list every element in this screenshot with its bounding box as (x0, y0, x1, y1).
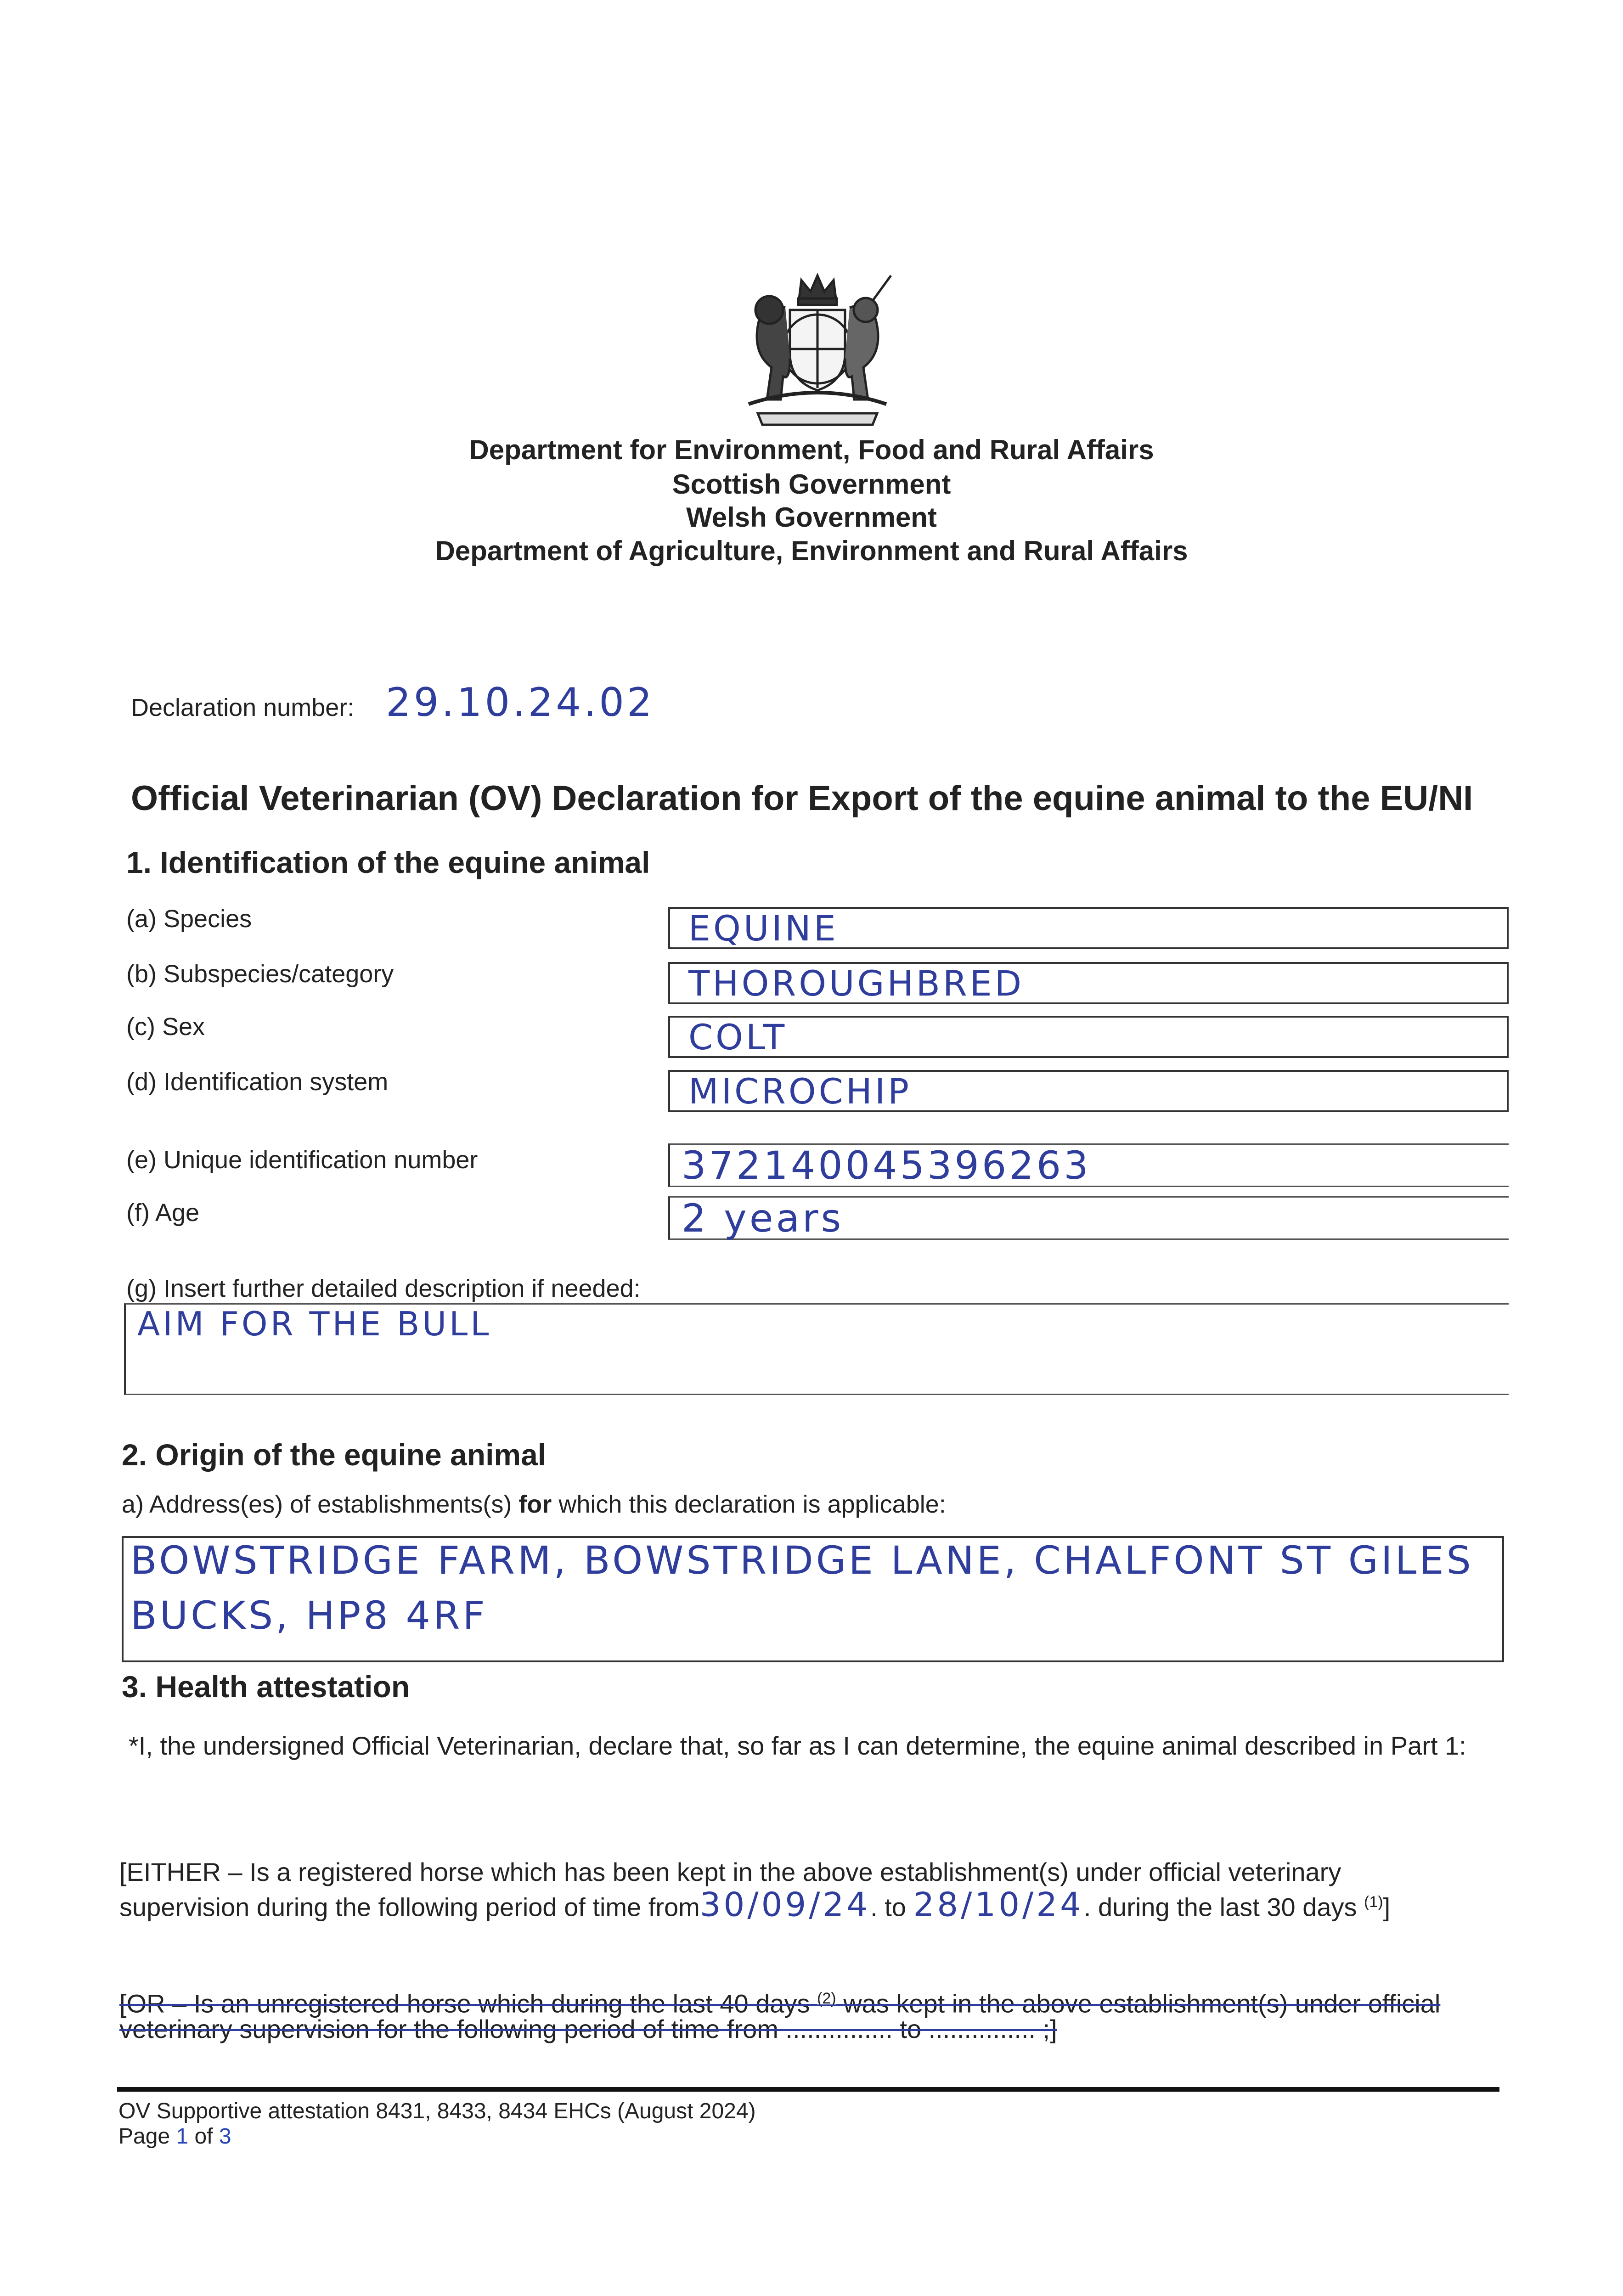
sex-value: COLT (688, 1016, 788, 1058)
footer-divider (117, 2087, 1499, 2092)
sex-field (668, 1016, 1509, 1058)
uid-value: 372140045396263 (682, 1142, 1091, 1188)
period-from-value: 30/09/24 (699, 1885, 871, 1924)
species-value: EQUINE (688, 907, 839, 949)
department-line-4: Department of Agriculture, Environment and Rural Affairs (435, 535, 1188, 566)
document-title: Official Veterinarian (OV) Declaration for Export of the equine animal to the EU/NI (131, 779, 1473, 818)
royal-crest-emblem (721, 266, 914, 432)
description-value: AIM FOR THE BULL (137, 1305, 492, 1343)
uid-field (668, 1143, 1509, 1187)
section-3-heading: 3. Health attestation (122, 1670, 410, 1704)
species-label: (a) Species (126, 905, 252, 933)
age-label: (f) Age (126, 1199, 200, 1227)
declaration-number-value: 29.10.24.02 (386, 680, 655, 726)
address-label: a) Address(es) of establishments(s) for which this declaration is applicable: (122, 1491, 946, 1518)
health-intro-text: *I, the undersigned Official Veterinarian, declare that, so far as I can determine, the equine animal described in Part 1: (129, 1731, 1466, 1760)
page-indicator: Page 1 of 3 (118, 2124, 231, 2149)
section-2-heading: 2. Origin of the equine animal (122, 1438, 547, 1472)
identification-system-field (668, 1070, 1509, 1112)
subspecies-value: THOROUGHBRED (688, 962, 1025, 1004)
sex-label: (c) Sex (126, 1013, 205, 1041)
period-to-value: 28/10/24 (913, 1885, 1084, 1924)
subspecies-label: (b) Subspecies/category (126, 960, 394, 988)
either-line-2: supervision during the following period of time from30/09/24. to 28/10/24. during the last 30 days $^{(1)}$] (119, 1885, 1391, 1924)
declaration-number-label: Declaration number: (131, 694, 355, 721)
age-field (668, 1196, 1509, 1240)
description-label: (g) Insert further detailed description if needed: (126, 1275, 641, 1302)
department-line-3: Welsh Government (686, 502, 937, 533)
identification-system-label: (d) Identification system (126, 1068, 389, 1096)
or-line-2: veterinary supervision for the following period of time from ............... to ............... ;] (119, 2015, 1057, 2043)
address-line-2: BUCKS, HP8 4RF (130, 1593, 488, 1638)
address-line-1: BOWSTRIDGE FARM, BOWSTRIDGE LANE, CHALFONT ST GILES (130, 1538, 1474, 1583)
either-line-1: [EITHER – Is a registered horse which has been kept in the above establishment(s) under official veterinary (119, 1857, 1341, 1886)
section-1-heading: 1. Identification of the equine animal (126, 845, 650, 879)
department-line-2: Scottish Government (672, 469, 951, 500)
description-field (124, 1303, 1509, 1395)
uid-label: (e) Unique identification number (126, 1146, 478, 1174)
age-value: 2 years (682, 1195, 844, 1241)
department-line-1: Department for Environment, Food and Rural Affairs (469, 434, 1154, 465)
or-line-1: [OR – Is an unregistered horse which during the last 40 days $^{(2)}$ was kept in the above establishment(s) under official (119, 1989, 1441, 2018)
footer-attestation: OV Supportive attestation 8431, 8433, 8434 EHCs (August 2024) (118, 2099, 756, 2123)
identification-system-value: MICROCHIP (688, 1070, 912, 1112)
address-field (122, 1536, 1504, 1662)
subspecies-field (668, 962, 1509, 1004)
species-field (668, 907, 1509, 949)
